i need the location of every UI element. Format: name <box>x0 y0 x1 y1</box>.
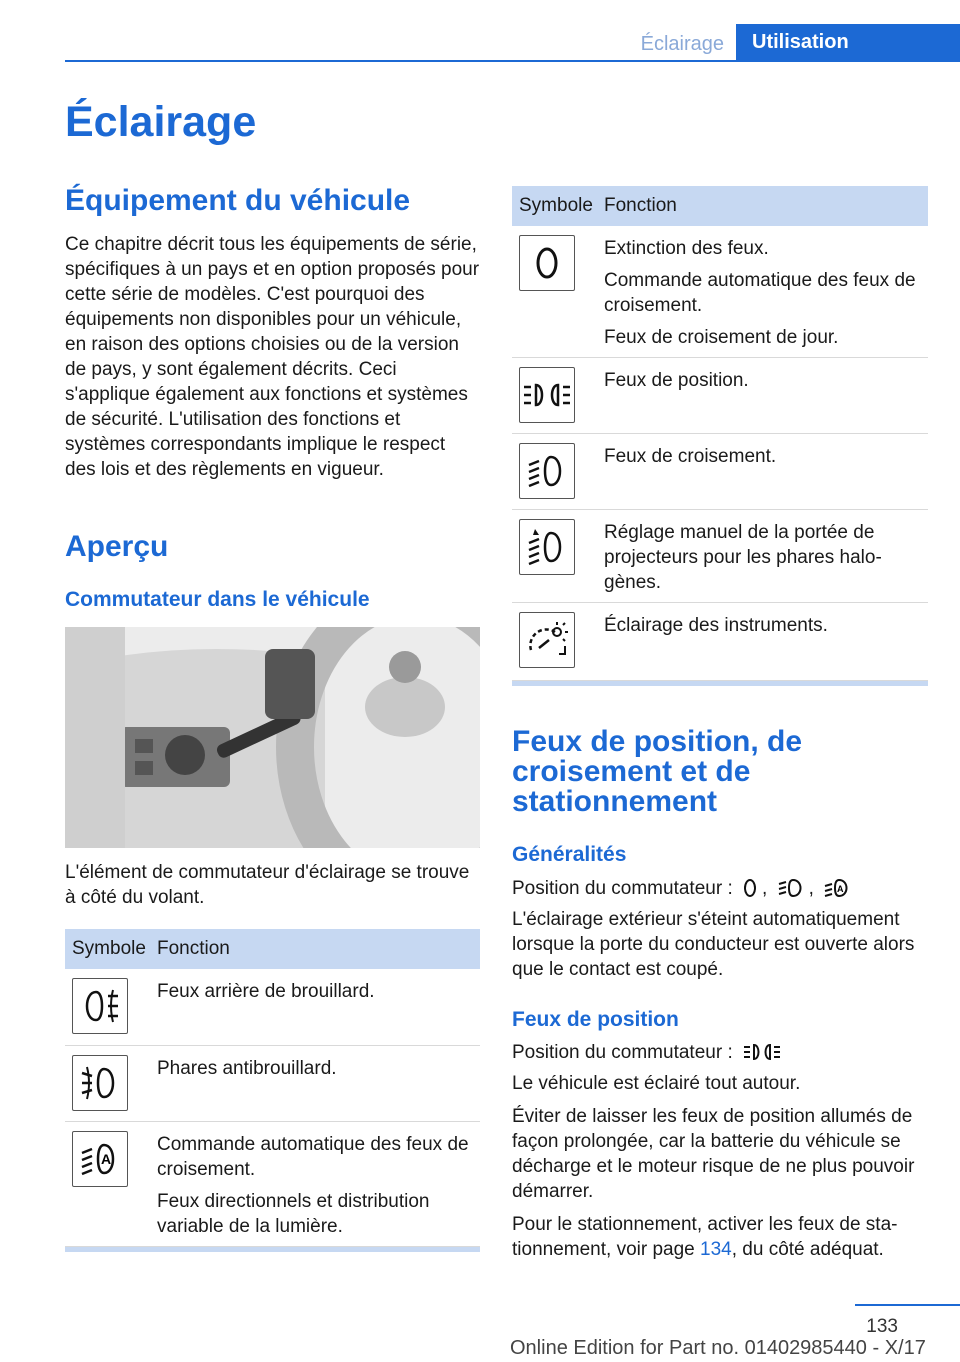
table-row <box>512 226 928 358</box>
lights-off-icon <box>519 235 575 291</box>
instrument-lighting-icon <box>519 612 575 668</box>
low-beam-icon <box>519 443 575 499</box>
row-text: Feux de croisement de jour. <box>604 327 839 348</box>
header-section-label: Éclairage <box>640 33 724 55</box>
front-fog-light-icon <box>72 1055 128 1111</box>
parking-light-icon <box>742 1042 782 1062</box>
position-heading: Feux de position <box>512 1008 679 1031</box>
right-symbol-table <box>512 186 928 686</box>
photo-caption: L'élément de commutateur d'éclairage se trouve à côté du volant. <box>65 862 470 908</box>
apercu-heading: Aperçu <box>65 530 169 563</box>
footer-edition: Online Edition for Part no. 01402985440 - X/17 <box>510 1337 926 1359</box>
lights-off-icon <box>742 878 758 898</box>
svg-text:A: A <box>837 884 844 894</box>
page-link[interactable]: 134 <box>700 1239 732 1260</box>
auto-headlight-icon <box>823 878 851 898</box>
section-heading: Feux de position, de croisement et de stationnement <box>512 725 803 818</box>
table-end-rule <box>512 681 928 686</box>
header-chapter-tab[interactable]: Utilisation <box>736 24 960 61</box>
switch-position-label: Position du commutateur : <box>512 878 733 899</box>
left-symbol-table <box>65 929 480 1252</box>
table-row <box>512 434 928 510</box>
row-text: Réglage manuel de la portée de projecteurs pour les phares halogènes. <box>604 522 882 593</box>
page-title: Éclairage <box>65 98 257 146</box>
row-text: Éclairage des instruments. <box>604 615 828 636</box>
page-number: 133 <box>866 1316 898 1337</box>
row-text: Commande automatique des feux de croisement. <box>157 1133 469 1180</box>
table-row <box>512 358 928 434</box>
equipment-heading: Équipement du véhicule <box>65 184 411 217</box>
position-text-3-post: , du côté adéquat. <box>731 1239 884 1260</box>
position-text-3 <box>512 1212 928 1262</box>
rear-fog-light-icon <box>72 978 128 1034</box>
row-text: Commande automatique des feux de croisement. <box>604 270 916 316</box>
table-row <box>65 969 480 1045</box>
position-text-3-pre: Pour le stationnement, activer les feux de stationnement, voir page <box>512 1214 898 1260</box>
row-text: Extinction des feux. <box>604 238 769 259</box>
col-symbol-header: Symbole <box>512 186 604 226</box>
position-text-2: Éviter de laisser les feux de position allumés de façon prolongée, car la batterie du véhicule se décharge et le moteur risque de ne plus pouvoir démarrer. <box>512 1106 915 1202</box>
equipment-text: Ce chapitre décrit tous les équipements de série, spécifiques à un pays et en option proposés pour cette série de modèles. C'est pourquoi des équipements non disponibles pour un véhicule, en raison des options choisies ou de la version de pays, y sont également décrits. Ceci s'applique également aux fonctions et systèmes de sécurité. L'utilisation des fonctions et systèmes correspondants implique le respect des lois et des règlements en vigueur. <box>65 234 480 480</box>
auto-headlight-icon <box>72 1131 128 1187</box>
svg-text:A: A <box>101 1150 112 1167</box>
row-text: Feux arrière de brouillard. <box>157 981 375 1002</box>
position-text-1: Le véhicule est éclairé tout autour. <box>512 1073 801 1094</box>
table-end-rule <box>65 1247 480 1252</box>
table-row <box>65 1045 480 1121</box>
col-symbol-header: Symbole <box>65 929 157 969</box>
table-row <box>512 603 928 681</box>
headlight-range-icon <box>519 519 575 575</box>
row-text: Feux de position. <box>604 370 749 391</box>
parking-light-icon <box>519 367 575 423</box>
footer-rule <box>855 1304 960 1306</box>
dashboard-illustration-icon <box>65 627 480 848</box>
table-row <box>512 510 928 603</box>
position-switch-label: Position du commutateur : <box>512 1042 733 1063</box>
col-function-header: Fonction <box>157 929 480 969</box>
col-function-header: Fonction <box>604 186 928 226</box>
generalites-text: L'éclairage extérieur s'éteint automatiquement lorsque la porte du conducteur est ouverte alors que le contact est coupé. <box>512 909 915 980</box>
table-row <box>65 1121 480 1246</box>
switch-positions-line: Position du commutateur : , , A <box>512 876 928 901</box>
row-text: Phares antibrouillard. <box>157 1057 337 1079</box>
light-switch-photo <box>65 627 480 848</box>
row-text: Feux directionnels et distribution variable de la lumière. <box>157 1190 430 1237</box>
position-switch-line <box>512 1040 928 1065</box>
generalites-heading: Généralités <box>512 843 627 866</box>
row-text: Feux de croisement. <box>604 446 777 467</box>
low-beam-icon <box>777 878 805 898</box>
switch-heading: Commutateur dans le véhicule <box>65 588 370 611</box>
header-rule <box>65 60 960 62</box>
